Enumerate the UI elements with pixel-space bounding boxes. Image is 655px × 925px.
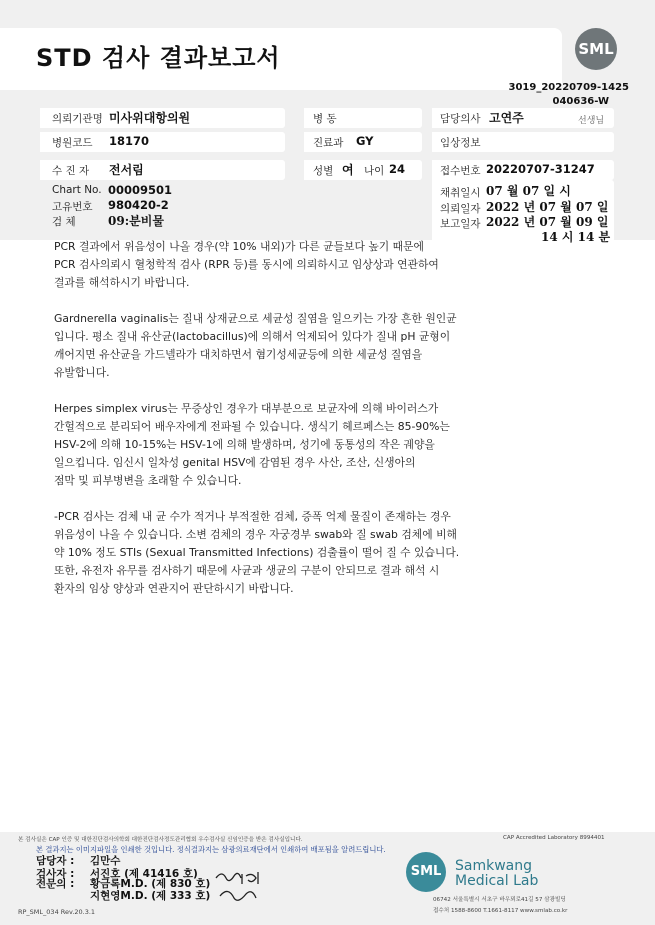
sex-label: 성별 [313,165,334,177]
lab-contact: 접수처 1588-8600 T.1661-8117 www.smlab.co.kr [433,908,568,914]
doctor-signature [212,866,272,906]
tester-label: 검사자 : [36,868,75,880]
unique-no-value: 980420-2 [108,198,169,212]
dept-label: 진료과 [313,137,344,149]
receipt-number: 20220707-31247 [486,162,595,176]
specialist-label: 전문의 : [36,878,75,890]
report-date-value: 2022 년 07 월 09 일 [486,215,609,229]
collect-date-value: 07 월 07 일 시 [486,184,571,198]
institution-label: 의뢰기관명 [52,113,103,125]
comment-herpes-paragraph: Herpes simplex virus는 무증상인 경우가 대부분으로 보균자에 의해 바이러스가 간헐적으로 분리되어 배우자에게 전파될 수 있습니다. 생식기 헤르페스는 85-90%는 HSV-2에 의해 10-15%는 HSV-1에 의해 발생하며, 성기에 동통성의 작은 궤양을 일으킵니다. 임신시 일차성 genital HSV에 감염된 경우 사산, 조산, 신생아의 점막 및 피부병변을 초래할 수 있습니다. [54,402,450,487]
accreditation-statement: 본 검사실은 CAP 인증 및 대한진단검사의학회 대한진단검사정도관리협회 우수검사실 신임인증을 받은 검사실입니다. [18,837,303,843]
receipt-label: 접수번호 [440,165,481,177]
age-value: 24 [389,162,406,176]
manager-label: 담당자 : [36,855,75,867]
manager-name: 김만수 [90,855,121,867]
specimen-value: 09:분비물 [108,214,164,228]
request-date-value: 2022 년 07 월 07 일 [486,200,609,214]
cap-accreditation: CAP Accredited Laboratory 8994401 [503,835,605,841]
result-comment-body [54,238,524,616]
unique-no-label: 고유번호 [52,201,93,213]
document-number-suffix: 040636-W [552,96,609,107]
collect-date-label: 채취일시 [440,187,481,199]
comment-pcr-limitations-paragraph: -PCR 검사는 검체 내 균 수가 적거나 부적절한 검체, 증폭 억제 물질이 존재하는 경우 위음성이 나올 수 있습니다. 소변 검체의 경우 자궁경부 swab와 질 swab 검체에 비해 약 10% 정도 STIs (Sexual Transmitted Infections) 검출률이 떨어 질 수 있습니다. 또한, 유전자 유무를 검사하기 때문에 사균과 생균의 구분이 안되므로 결과 해석 시 환자의 임상 양상과 연관지어 판단하시기 바랍니다. [54,510,460,595]
form-code: RP_SML_034 Rev.20.3.1 [18,908,96,916]
brand-line-1: Samkwang [455,858,532,874]
tester-name: 서진호 (제 41416 호) [90,868,198,880]
comment-gardnerella-paragraph: Gardnerella vaginalis는 질내 상재균으로 세균성 질염을 일으키는 가장 흔한 원인균 입니다. 평소 질내 유산균(lactobacillus)에 의해서 억제되어 있다가 질내 pH 균형이 깨어지면 유산균을 가드넬라가 대치하면서 혐기성세균등에 의한 세균성 질염을 유발합니다. [54,312,457,379]
request-date-label: 의뢰일자 [440,203,481,215]
doctor-label: 담당의사 [440,113,481,125]
lab-address: 06742 서울특별시 서초구 바우뫼로41길 57 삼광빌딩 [433,897,566,903]
dept-value: GY [356,134,374,148]
doctor-value: 고연주 [489,111,524,125]
report-date-label: 보고일자 [440,218,481,230]
report-time-value: 14 시 14 분 [541,230,611,244]
hospital-code-value: 18170 [109,134,150,148]
ward-label: 병 동 [313,113,337,125]
sex-value: 여 [342,163,354,177]
report-title: STD 검사 결과보고서 [36,44,281,72]
print-notice: 본 결과지는 이미지파일을 인쇄한 것입니다. 정식결과지는 삼광의료재단에서 인쇄하여 배포됨을 알려드립니다. [36,845,386,854]
patient-name: 전서림 [109,163,144,177]
specialist-name-1: 황금록M.D. (제 830 호) [90,878,211,890]
hospital-code-label: 병원코드 [52,137,93,149]
brand-line-2: Medical Lab [455,873,539,889]
samkwang-logo-icon: SML [406,852,446,892]
age-label: 나이 [364,165,385,177]
institution-value: 미사위대항의원 [109,111,191,125]
chart-no-value: 00009501 [108,183,173,197]
sml-logo: SML [575,28,617,70]
patient-label: 수 진 자 [52,165,90,177]
comment-pcr-paragraph: PCR 결과에서 위음성이 나올 경우(약 10% 내외)가 다른 균들보다 높기 때문에 PCR 검사의뢰시 혈청학적 검사 (RPR 등)를 동시에 의뢰하시고 임상상과 연관하여 결과를 해석하시기 바랍니다. [54,240,439,289]
document-number: 3019_20220709-1425 [508,82,629,93]
specialist-name-2: 지현영M.D. (제 333 호) [90,890,211,902]
doctor-suffix: 선생님 [578,116,605,126]
specimen-label: 검 체 [52,216,76,228]
chart-no-label: Chart No. [52,184,102,196]
clinical-label: 임상정보 [440,137,481,149]
